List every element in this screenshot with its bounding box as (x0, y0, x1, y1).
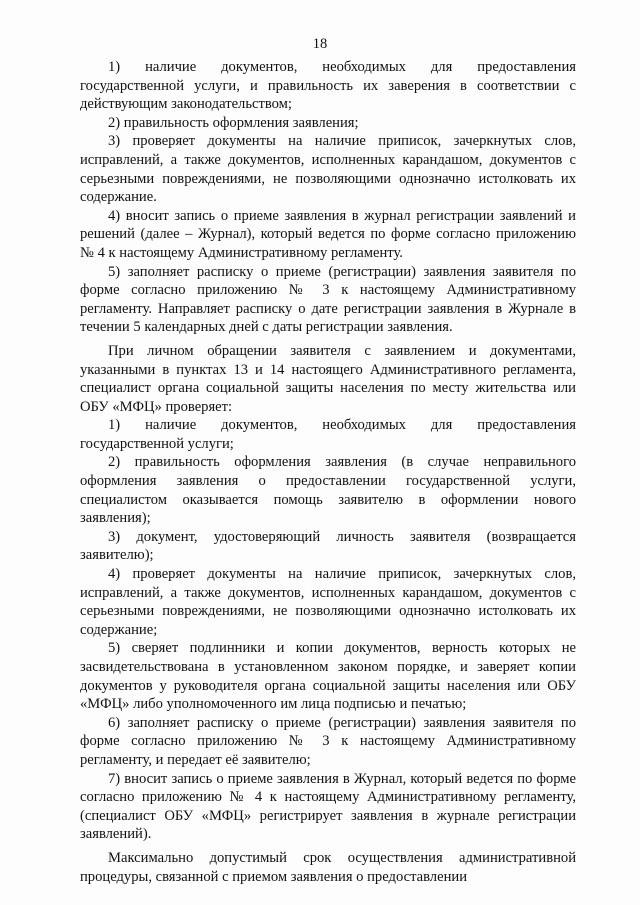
paragraph: 2) правильность оформления заявления (в случае неправильного оформления заявления о предоставлении государственной услуги, специалистом оказывается помощь заявителю в оформлении нового заявления); (80, 454, 576, 527)
page-number: 18 (312, 36, 328, 52)
paragraph: 4) вносит запись о приеме заявления в журнал регистрации заявлений и решений (далее – Журнал), который ведется по форме согласно приложению № 4 к настоящему Административному регламенту. (80, 207, 576, 261)
paragraph: 1) наличие документов, необходимых для предоставления государственной услуги, и правильность их заверения в соответствии с действующим законодательством; (80, 59, 576, 113)
paragraph: 7) вносит запись о приеме заявления в Журнал, который ведется по форме согласно приложению № 4 к настоящему Административному регламенту, (специалист ОБУ «МФЦ» регистрирует заявления в журнале регистрации заявлений). (80, 770, 576, 843)
paragraph: 2) правильность оформления заявления; (108, 114, 359, 131)
document-body (80, 58, 576, 886)
paragraph: 5) заполняет расписку о приеме (регистрации) заявления заявителя по форме согласно приложению № 3 к настоящему Административному регламенту. Направляет расписку о дате регистрации заявления в Журнале в течении 5 календарных дней с даты регистрации заявления. (80, 263, 576, 336)
paragraph: 3) проверяет документы на наличие приписок, зачеркнутых слов, исправлений, а также документов, исполненных карандашом, документов с серьезными повреждениями, не позволяющими однозначно истолковать их содержание. (80, 133, 576, 206)
paragraph: 6) заполняет расписку о приеме (регистрации) заявления заявителя по форме согласно приложению № 3 к настоящему Административному регламенту, и передает её заявителю; (80, 714, 576, 768)
paragraph: Максимально допустимый срок осуществления административной процедуры, связанной с приемом заявления о предоставлении (80, 849, 576, 885)
paragraph: 3) документ, удостоверяющий личность заявителя (возвращается заявителю); (80, 528, 576, 564)
paragraph: При личном обращении заявителя с заявлением и документами, указанными в пунктах 13 и 14 настоящего Административного регламента, специалист органа социальной защиты населения по месту жительства или ОБУ «МФЦ» проверяет: (80, 342, 576, 415)
paragraph: 1) наличие документов, необходимых для предоставления государственной услуги; (80, 417, 576, 452)
paragraph: 4) проверяет документы на наличие приписок, зачеркнутых слов, исправлений, а также документов, исполненных карандашом, документов с серьезными повреждениями, не позволяющими однозначно истолковать их содержание; (80, 566, 576, 638)
paragraph: 5) сверяет подлинники и копии документов, верность которых не засвидетельствована в установленном законом порядке, и заверяет копии документов у руководителя органа социальной защиты населения или ОБУ «МФЦ» либо уполномоченного им лица подписью и печатью; (80, 640, 576, 713)
